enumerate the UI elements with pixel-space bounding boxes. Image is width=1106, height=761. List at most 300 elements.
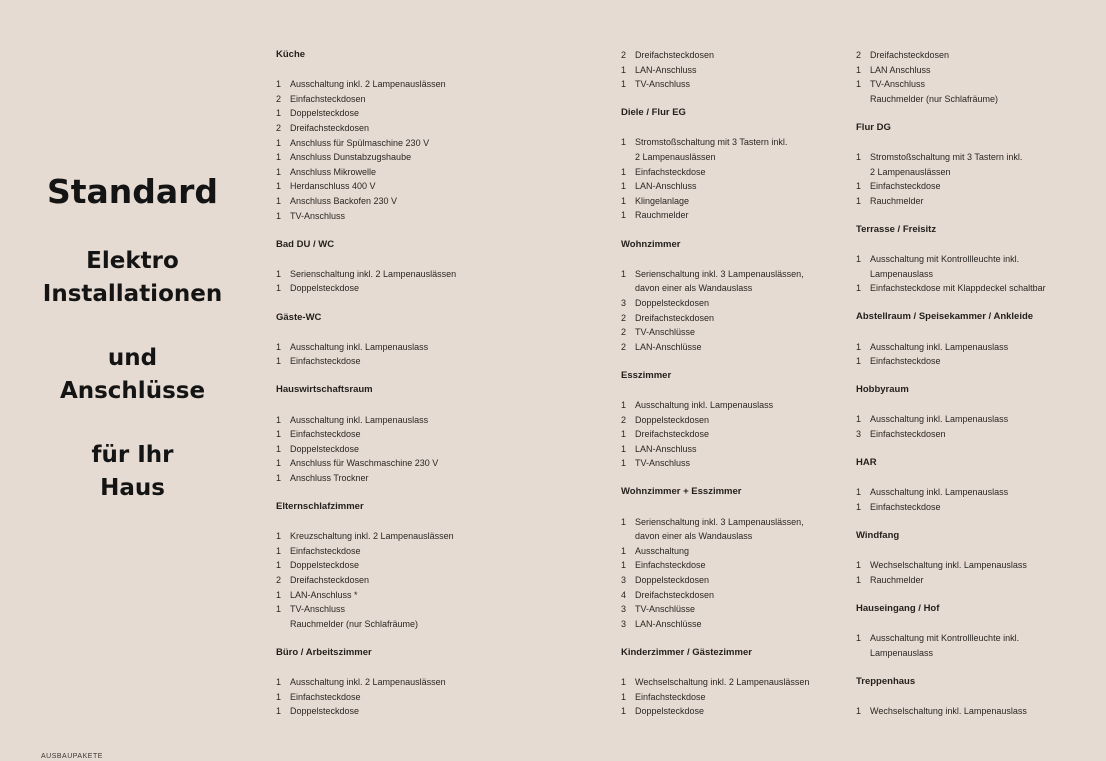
- item-text: Anschluss Trockner: [290, 472, 369, 483]
- list-item: [276, 92, 456, 107]
- item-text: LAN-Anschlüsse: [635, 341, 702, 352]
- item-quantity: 1: [621, 706, 627, 717]
- item-list: [856, 252, 1046, 296]
- list-item: [856, 48, 1046, 63]
- item-text: Dreifachsteckdosen: [290, 122, 370, 133]
- item-text: Anschluss Mikrowelle: [290, 166, 377, 177]
- item-quantity: 2: [621, 414, 627, 425]
- list-item: [621, 63, 809, 78]
- item-text: Rauchmelder: [870, 195, 924, 206]
- item-text: Doppelsteckdosen: [635, 297, 710, 308]
- list-item: [621, 208, 809, 223]
- list-item: [276, 588, 456, 603]
- item-list: [856, 558, 1046, 587]
- list-item: [621, 267, 809, 282]
- item-quantity: 1: [621, 399, 627, 410]
- item-quantity: [856, 165, 870, 180]
- room-title: Bad DU / WC: [276, 238, 335, 250]
- item-quantity: 1: [856, 181, 862, 192]
- item-text: Dreifachsteckdosen: [635, 312, 715, 323]
- title-line-elektro: Elektro: [86, 248, 179, 274]
- item-quantity: 2: [276, 93, 282, 104]
- item-list: [621, 398, 809, 471]
- list-item: [856, 500, 1046, 515]
- item-list: [621, 48, 809, 92]
- list-item: [621, 340, 809, 355]
- room-title: Gäste-WC: [276, 311, 322, 323]
- item-text: davon einer als Wandauslass: [635, 283, 753, 294]
- item-text: Ausschaltung mit Kontrollleuchte inkl.: [870, 633, 1020, 644]
- item-text: Einfachsteckdose: [290, 356, 361, 367]
- item-text: Ausschaltung inkl. Lampenauslass: [290, 414, 429, 425]
- list-item: [856, 92, 1046, 107]
- column-3: [856, 48, 1046, 733]
- item-text: Dreifachsteckdosen: [290, 575, 370, 585]
- item-quantity: 1: [856, 414, 862, 425]
- item-text: Ausschaltung inkl. 2 Lampenauslässen: [290, 79, 446, 90]
- item-quantity: 1: [276, 181, 282, 192]
- list-item: [621, 413, 809, 428]
- list-item: [621, 135, 809, 150]
- item-text: Rauchmelder: [870, 574, 924, 585]
- list-item: [621, 442, 809, 457]
- list-item: [621, 690, 809, 705]
- item-quantity: 1: [276, 677, 282, 688]
- item-list: [276, 340, 456, 369]
- list-item: [276, 529, 456, 544]
- list-item: [621, 150, 809, 165]
- list-item: [856, 704, 1046, 719]
- room-title: Wohnzimmer + Esszimmer: [621, 486, 742, 498]
- list-item: [621, 398, 809, 413]
- item-text: Klingelanlage: [635, 195, 690, 206]
- list-item: [856, 558, 1046, 573]
- item-quantity: 1: [276, 356, 282, 367]
- list-item: [621, 544, 809, 559]
- title-spacer: [20, 310, 245, 342]
- column-2: [621, 48, 809, 733]
- list-item: [856, 63, 1046, 78]
- item-text: Doppelsteckdose: [635, 706, 705, 717]
- item-text: LAN-Anschluss: [635, 181, 697, 192]
- item-quantity: [856, 92, 870, 107]
- item-text: LAN-Anschluss *: [290, 589, 358, 600]
- item-quantity: 1: [276, 545, 282, 556]
- item-text: Wechselschaltung inkl. 2 Lampenauslässen: [635, 677, 810, 688]
- item-quantity: 1: [621, 691, 627, 702]
- item-list: [621, 675, 809, 719]
- list-item: [276, 544, 456, 559]
- item-quantity: 2: [276, 122, 282, 133]
- item-quantity: 1: [621, 166, 627, 177]
- item-list: [856, 48, 1046, 106]
- list-item: [276, 427, 456, 442]
- room-section: [856, 310, 1046, 368]
- item-text: Wechselschaltung inkl. Lampenauslass: [870, 705, 1027, 716]
- list-item: [621, 617, 809, 632]
- item-text: Anschluss Backofen 230 V: [290, 195, 398, 206]
- item-text: Stromstoßschaltung mit 3 Tastern inkl.: [870, 152, 1023, 163]
- item-text: Einfachsteckdosen: [870, 429, 946, 440]
- item-quantity: [621, 281, 635, 296]
- list-item: [276, 209, 456, 224]
- item-list: [856, 485, 1046, 514]
- item-quantity: 3: [621, 604, 627, 615]
- room-section: [856, 48, 1046, 106]
- item-quantity: 1: [856, 254, 862, 265]
- room-section: [276, 646, 456, 719]
- title-line-haus: Haus: [100, 474, 165, 501]
- item-quantity: 3: [621, 297, 627, 308]
- list-item: [276, 136, 456, 151]
- room-section: [621, 106, 809, 223]
- list-item: [276, 165, 456, 180]
- item-quantity: [621, 529, 635, 544]
- list-item: [856, 340, 1046, 355]
- item-list: [856, 412, 1046, 441]
- title-block: [20, 170, 245, 504]
- item-quantity: 1: [856, 633, 862, 644]
- item-quantity: 1: [276, 604, 282, 615]
- item-quantity: 1: [276, 531, 282, 542]
- room-section: [856, 602, 1046, 660]
- item-text: Ausschaltung mit Kontrollleuchte inkl.: [870, 254, 1020, 265]
- item-quantity: 1: [621, 210, 627, 221]
- room-section: [856, 675, 1046, 719]
- list-item: [276, 354, 456, 369]
- list-item: [856, 412, 1046, 427]
- item-text: LAN-Anschluss: [635, 443, 697, 454]
- list-item: [856, 77, 1046, 92]
- list-item: [276, 471, 456, 486]
- item-quantity: [621, 150, 635, 165]
- item-text: Rauchmelder: [635, 210, 689, 221]
- title-line-installationen: Installationen: [42, 280, 223, 307]
- item-quantity: 1: [621, 429, 627, 440]
- list-item: [621, 296, 809, 311]
- item-quantity: 1: [276, 458, 282, 469]
- item-quantity: 1: [621, 268, 627, 279]
- item-list: [621, 267, 809, 355]
- room-section: [276, 48, 456, 223]
- list-item: [621, 77, 809, 92]
- item-quantity: 3: [621, 575, 627, 585]
- item-text: Doppelsteckdose: [290, 283, 360, 294]
- item-text: Anschluss Dunstabzugshaube: [290, 152, 412, 163]
- item-text: Doppelsteckdose: [290, 560, 360, 571]
- room-title: HAR: [856, 457, 877, 469]
- item-quantity: 1: [621, 64, 627, 75]
- item-quantity: 1: [276, 429, 282, 440]
- item-text: Ausschaltung: [635, 545, 690, 556]
- list-item: [276, 77, 456, 92]
- item-quantity: 1: [621, 458, 627, 469]
- room-section: [276, 383, 456, 485]
- item-text: Einfachsteckdose mit Klappdeckel schaltbar: [870, 283, 1046, 294]
- item-text: TV-Anschlüsse: [635, 604, 696, 615]
- list-item: [276, 281, 456, 296]
- item-text: Einfachsteckdose: [635, 560, 706, 571]
- footer-label: AUSBAUPAKETE: [41, 753, 103, 760]
- item-quantity: 1: [856, 560, 862, 571]
- item-text: 2 Lampenauslässen: [870, 166, 951, 177]
- item-quantity: 1: [621, 137, 627, 148]
- item-text: TV-Anschluss: [290, 210, 346, 221]
- item-list: [621, 515, 809, 632]
- list-item: [621, 573, 809, 588]
- item-quantity: 1: [856, 356, 862, 367]
- item-text: LAN-Anschluss: [635, 64, 697, 75]
- item-text: TV-Anschluss: [290, 604, 346, 615]
- item-text: Einfachsteckdose: [870, 501, 941, 512]
- item-quantity: 1: [276, 152, 282, 163]
- item-quantity: 1: [856, 574, 862, 585]
- item-quantity: 1: [276, 195, 282, 206]
- room-section: [621, 485, 809, 631]
- item-quantity: 2: [621, 50, 627, 60]
- list-item: [621, 325, 809, 340]
- item-text: Serienschaltung inkl. 2 Lampenauslässen: [290, 268, 457, 279]
- item-text: Ausschaltung inkl. Lampenauslass: [870, 341, 1009, 352]
- item-quantity: 1: [276, 691, 282, 702]
- item-quantity: [856, 267, 870, 282]
- item-list: [276, 413, 456, 486]
- item-text: Serienschaltung inkl. 3 Lampenauslässen,: [635, 268, 804, 279]
- item-text: Einfachsteckdose: [870, 356, 941, 367]
- item-text: Ausschaltung inkl. 2 Lampenauslässen: [290, 677, 446, 688]
- room-section: [621, 369, 809, 471]
- list-item: [856, 179, 1046, 194]
- list-item: [856, 150, 1046, 165]
- item-quantity: 1: [621, 516, 627, 527]
- list-item: [276, 442, 456, 457]
- list-item: [856, 194, 1046, 209]
- room-section: [276, 500, 456, 631]
- item-text: Doppelsteckdose: [290, 706, 360, 717]
- item-quantity: 1: [621, 181, 627, 192]
- item-quantity: 4: [621, 589, 627, 600]
- item-quantity: 1: [276, 79, 282, 90]
- room-section: [856, 121, 1046, 209]
- list-item: [621, 602, 809, 617]
- item-text: Serienschaltung inkl. 3 Lampenauslässen,: [635, 516, 804, 527]
- item-text: LAN Anschluss: [870, 64, 931, 75]
- item-text: Einfachsteckdose: [290, 691, 361, 702]
- item-text: Doppelsteckdosen: [635, 575, 710, 585]
- item-quantity: 1: [276, 210, 282, 221]
- title-line-anschluesse: Anschlüsse: [59, 377, 206, 404]
- item-quantity: 1: [621, 677, 627, 688]
- column-1: [276, 48, 456, 733]
- title-main: Standard: [46, 172, 219, 211]
- item-text: Anschluss für Waschmaschine 230 V: [290, 458, 439, 469]
- room-title: Terrasse / Freisitz: [856, 223, 937, 235]
- list-item: [621, 704, 809, 719]
- room-title: Kinderzimmer / Gästezimmer: [621, 646, 752, 658]
- item-quantity: 1: [276, 589, 282, 600]
- item-quantity: 1: [276, 166, 282, 177]
- item-text: Dreifachsteckdosen: [635, 589, 715, 600]
- room-section: [856, 223, 1046, 296]
- item-text: Dreifachsteckdosen: [870, 50, 950, 60]
- item-quantity: 1: [856, 341, 862, 352]
- room-section: [621, 646, 809, 719]
- list-item: [856, 354, 1046, 369]
- list-item: [621, 281, 809, 296]
- list-item: [856, 646, 1046, 661]
- item-list: [276, 675, 456, 719]
- list-item: [276, 194, 456, 209]
- list-item: [276, 573, 456, 588]
- item-quantity: 1: [276, 283, 282, 294]
- list-item: [621, 515, 809, 530]
- item-text: Herdanschluss 400 V: [290, 181, 376, 192]
- room-section: [276, 311, 456, 369]
- title-line-und: und: [107, 345, 158, 371]
- item-quantity: 2: [621, 327, 627, 338]
- list-item: [276, 150, 456, 165]
- list-item: [276, 602, 456, 617]
- list-item: [621, 48, 809, 63]
- item-quantity: 1: [856, 705, 862, 716]
- list-item: [856, 252, 1046, 267]
- item-quantity: 1: [856, 195, 862, 206]
- list-item: [621, 456, 809, 471]
- item-text: Ausschaltung inkl. Lampenauslass: [635, 399, 774, 410]
- item-text: Kreuzschaltung inkl. 2 Lampenauslässen: [290, 531, 454, 542]
- item-text: 2 Lampenauslässen: [635, 152, 716, 163]
- item-list: [856, 150, 1046, 208]
- room-section: [621, 48, 809, 92]
- list-item: [621, 529, 809, 544]
- room-title: Hauseingang / Hof: [856, 602, 940, 614]
- list-item: [276, 675, 456, 690]
- item-list: [276, 77, 456, 223]
- list-item: [856, 573, 1046, 588]
- item-quantity: 3: [621, 618, 627, 629]
- item-quantity: 1: [276, 414, 282, 425]
- item-quantity: 1: [621, 545, 627, 556]
- item-quantity: 1: [276, 108, 282, 119]
- item-quantity: 2: [621, 341, 627, 352]
- list-item: [621, 194, 809, 209]
- item-quantity: 1: [276, 341, 282, 352]
- list-item: [276, 704, 456, 719]
- item-quantity: 1: [856, 283, 862, 294]
- room-section: [856, 456, 1046, 514]
- list-item: [621, 165, 809, 180]
- room-section: [276, 238, 456, 296]
- list-item: [276, 558, 456, 573]
- list-item: [856, 267, 1046, 282]
- list-item: [621, 588, 809, 603]
- list-item: [621, 427, 809, 442]
- room-title: Esszimmer: [621, 369, 672, 381]
- item-quantity: 1: [856, 79, 862, 90]
- room-section: [856, 529, 1046, 587]
- item-text: Wechselschaltung inkl. Lampenauslass: [870, 560, 1027, 571]
- room-title: Elternschlafzimmer: [276, 501, 364, 513]
- item-list: [856, 631, 1046, 660]
- list-item: [276, 121, 456, 136]
- list-item: [276, 413, 456, 428]
- item-quantity: 1: [276, 560, 282, 571]
- item-text: Dreifachsteckdosen: [635, 50, 715, 60]
- list-item: [276, 456, 456, 471]
- room-title: Büro / Arbeitszimmer: [276, 646, 372, 658]
- room-title: Hauswirtschaftsraum: [276, 384, 373, 396]
- item-quantity: 3: [856, 429, 862, 440]
- list-item: [621, 558, 809, 573]
- list-item: [276, 690, 456, 705]
- room-section: [621, 238, 809, 355]
- item-quantity: 1: [621, 443, 627, 454]
- item-quantity: 1: [856, 501, 862, 512]
- item-text: Dreifachsteckdose: [635, 429, 710, 440]
- item-quantity: 1: [621, 560, 627, 571]
- list-item: [276, 340, 456, 355]
- item-text: Stromstoßschaltung mit 3 Tastern inkl.: [635, 137, 788, 148]
- list-item: [621, 179, 809, 194]
- item-text: TV-Anschlüsse: [635, 327, 696, 338]
- item-text: TV-Anschluss: [635, 79, 691, 90]
- item-text: davon einer als Wandauslass: [635, 531, 753, 542]
- item-text: Ausschaltung inkl. Lampenauslass: [290, 341, 429, 352]
- room-title: Abstellraum / Speisekammer / Ankleide: [856, 311, 1034, 323]
- item-quantity: 1: [621, 195, 627, 206]
- item-text: Einfachsteckdose: [635, 691, 706, 702]
- list-item: [621, 675, 809, 690]
- title-line-fuer-ihr: für Ihr: [91, 442, 174, 468]
- item-list: [856, 340, 1046, 369]
- item-text: Doppelsteckdosen: [635, 414, 710, 425]
- list-item: [856, 427, 1046, 442]
- list-item: [276, 617, 456, 632]
- item-text: Lampenauslass: [870, 647, 934, 658]
- item-quantity: [856, 646, 870, 661]
- item-text: TV-Anschluss: [635, 458, 691, 469]
- item-text: Lampenauslass: [870, 268, 934, 279]
- item-text: Anschluss für Spülmaschine 230 V: [290, 137, 430, 148]
- list-item: [276, 106, 456, 121]
- item-text: Einfachsteckdose: [870, 181, 941, 192]
- item-quantity: 1: [856, 152, 862, 163]
- room-title: Küche: [276, 49, 306, 60]
- list-item: [856, 281, 1046, 296]
- item-list: [856, 704, 1046, 719]
- item-text: Einfachsteckdosen: [290, 93, 366, 104]
- list-item: [856, 631, 1046, 646]
- item-text: Einfachsteckdose: [290, 545, 361, 556]
- item-text: Doppelsteckdose: [290, 443, 360, 454]
- list-item: [276, 267, 456, 282]
- item-quantity: 2: [856, 50, 862, 60]
- item-list: [621, 135, 809, 223]
- item-quantity: 1: [276, 706, 282, 717]
- room-title: Wohnzimmer: [621, 238, 681, 250]
- item-text: Doppelsteckdose: [290, 108, 360, 119]
- list-item: [276, 179, 456, 194]
- item-quantity: 1: [856, 64, 862, 75]
- item-text: Rauchmelder (nur Schlafräume): [870, 93, 999, 104]
- list-item: [856, 165, 1046, 180]
- list-item: [856, 485, 1046, 500]
- item-text: Ausschaltung inkl. Lampenauslass: [870, 414, 1009, 425]
- room-title: Diele / Flur EG: [621, 107, 686, 119]
- room-title: Flur DG: [856, 121, 891, 133]
- room-title: Hobbyraum: [856, 384, 909, 396]
- item-quantity: 1: [276, 443, 282, 454]
